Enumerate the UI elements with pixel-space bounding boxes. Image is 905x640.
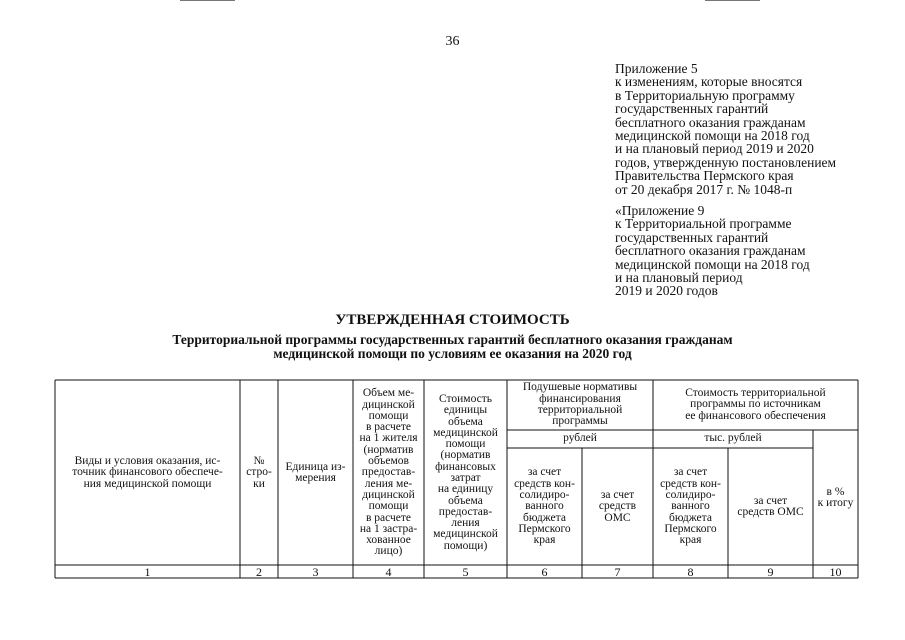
appendix-line: в Территориальную программу [615,87,795,103]
header-cost-budget [654,449,727,565]
column-number: 9 [767,565,774,579]
header-service-type [56,381,239,565]
appendix-inner-line: медицинской помощи на 2018 год [615,256,810,272]
header-percent-of-total-text: в % к итогу [817,485,854,509]
column-number: 8 [687,565,694,579]
subtitle-line-2: медицинской помощи по условиям ее оказания на 2020 год [273,346,632,361]
appendix-line: и на плановый период 2019 и 2020 [615,141,814,157]
header-cost-budget-text: за счет средств кон- солидиро- ванного бюджета Пермского края [660,466,721,547]
column-number: 4 [385,565,392,579]
header-row-number [241,381,277,565]
header-volume-text: Объем ме- дицинской помощи в расчете на 1 жителя (норматив объемов предостав- ления ме- дицинской помощи в расчете на 1 застра- хованное лицо) [359,387,418,558]
header-per-capita-oms [583,449,652,565]
appendix-inner-line: государственных гарантий [615,229,769,245]
column-number: 5 [462,565,469,579]
appendix-inner-line: и на плановый период [615,270,743,286]
column-number: 6 [541,565,548,579]
header-cost-oms [729,449,812,565]
appendix-inner-line: бесплатного оказания гражданам [615,243,806,259]
header-unit-cost-text: Стоимость единицы объема медицинской помощи (норматив финансовых затрат на единицу объема предостав- ления медицинской помощи) [433,392,498,552]
header-unit-rubles [508,431,652,447]
appendix-line: государственных гарантий [615,101,769,117]
header-volume [354,381,423,565]
header-row-number-text: № стро- ки [246,455,272,490]
column-number: 3 [312,565,319,579]
appendix-line: от 20 декабря 2017 г. № 1048-п [615,181,793,197]
header-per-capita-group-text: Подушевые нормативы финансирования территориальной программы [522,381,638,428]
appendix-line: Приложение 5 [615,61,698,76]
appendix-inner-line: к Территориальной программе [615,216,792,232]
appendix-inner-line: 2019 и 2020 годов [615,283,718,299]
appendix-line: бесплатного оказания гражданам [615,114,806,130]
appendix-line: к изменениям, которые вносятся [615,74,803,90]
column-number: 10 [829,565,842,579]
header-cost-oms-text: за счет средств ОМС [737,494,804,518]
header-cost-group [654,381,857,429]
appendix-line: Правительства Пермского края [615,168,794,184]
header-unit-thousand-rubles-text: тыс. рублей [704,432,762,445]
header-per-capita-group [508,381,652,429]
header-cost-group-text: Стоимость территориальной программы по источникам ее финансового обеспечения [685,387,826,422]
header-per-capita-budget [508,449,581,565]
header-unit-cost [425,381,506,565]
appendix-inner-line: «Приложение 9 [615,203,705,218]
header-percent-of-total [814,431,857,565]
header-unit-text: Единица из- мерения [285,460,346,484]
column-number: 1 [144,565,151,579]
header-service-type-text: Виды и условия оказания, ис- точник финансового обеспече- ния медицинской помощи [72,455,223,490]
appendix-line: медицинской помощи на 2018 год [615,128,810,144]
header-unit [279,381,352,565]
appendix-line: годов, утвержденную постановлением [615,154,837,170]
header-per-capita-budget-text: за счет средств кон- солидиро- ванного бюджета Пермского края [514,466,575,547]
page-number: 36 [445,34,460,49]
document-title: УТВЕРЖДЕННАЯ СТОИМОСТЬ [335,312,570,328]
header-unit-thousand-rubles [654,431,812,447]
header-unit-rubles-text: рублей [563,432,597,445]
subtitle-line-1: Территориальной программы государственных гарантий бесплатного оказания гражданам [172,332,733,347]
header-per-capita-oms-text: за счет средств ОМС [598,489,637,524]
column-number: 2 [256,565,262,579]
column-number: 7 [614,565,621,579]
